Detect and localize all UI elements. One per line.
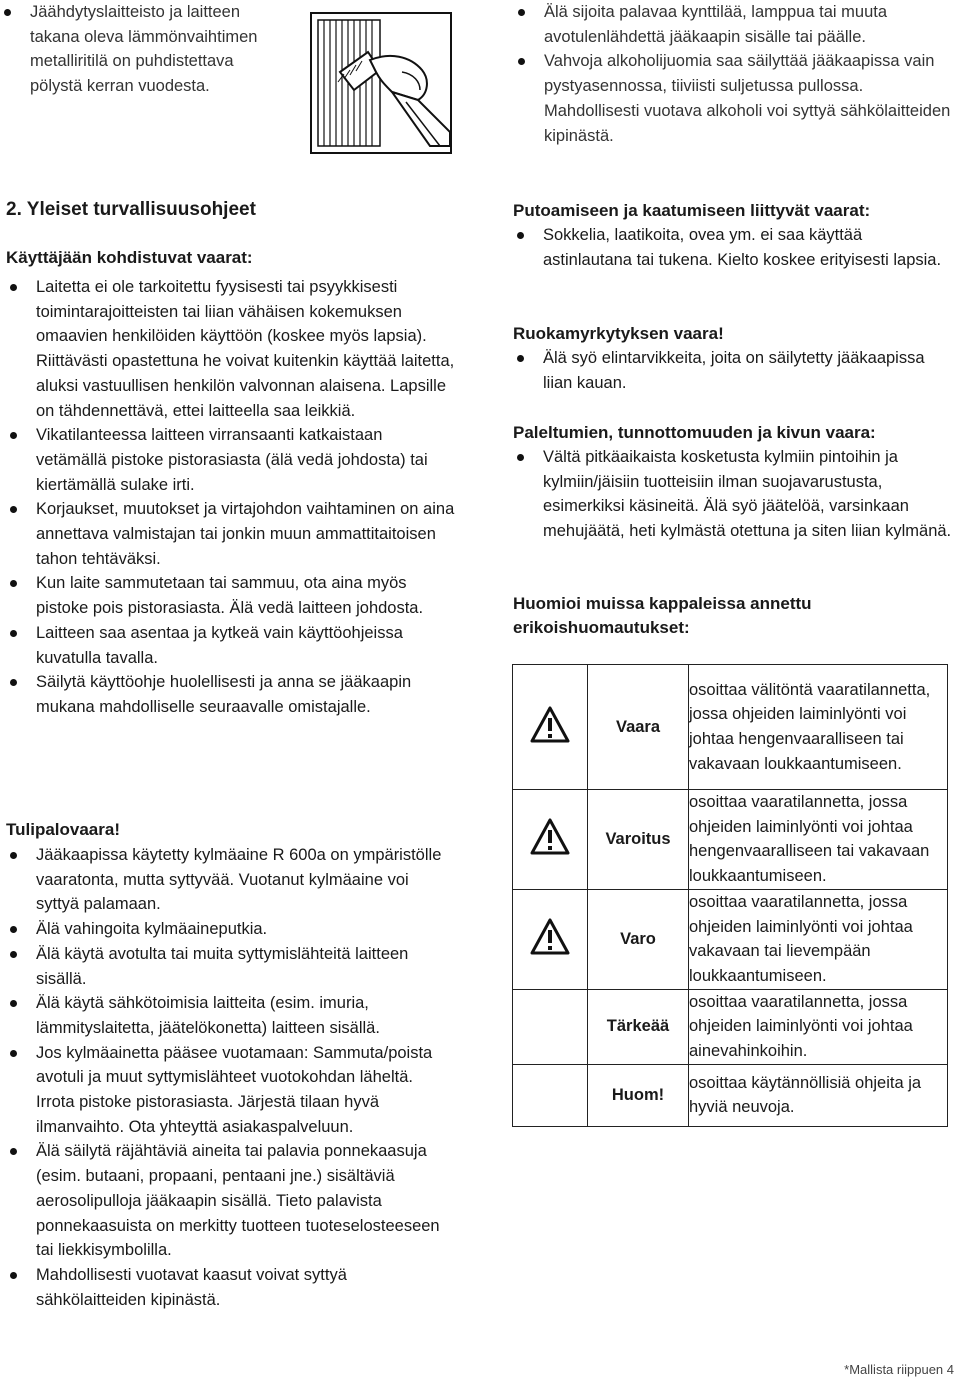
note-label: Vaara xyxy=(588,665,689,790)
bullet-icon xyxy=(10,679,17,686)
footer-note: *Mallista riippuen 4 xyxy=(844,1362,954,1377)
notes-table xyxy=(512,664,948,1127)
bullet-icon xyxy=(10,852,17,859)
list-item: Jos kylmäainetta pääsee vuotamaan: Sammuta/poista avotuli ja muut syttymislähteet vuotokohdan läheltä. Irrota pistoke pistorasiasta. Järjestä tilaan hyvä ilmanvaihto. Ota yhteyttä asiakaspalveluun. xyxy=(6,1041,456,1140)
bullet-icon xyxy=(10,630,17,637)
section-title: 2. Yleiset turvallisuusohjeet xyxy=(6,199,256,220)
note-description: osoittaa käytännöllisiä ohjeita ja hyviä neuvoja. xyxy=(689,1064,948,1126)
food-poisoning-list xyxy=(513,346,953,395)
table-cell xyxy=(513,1064,588,1126)
list-item: Jäähdytyslaitteisto ja laitteen takana oleva lämmönvaihtimen metalliritilä on puhdistettava pölystä kerran vuodesta. xyxy=(0,0,270,99)
bullet-icon xyxy=(10,580,17,587)
bullet-icon xyxy=(517,454,524,461)
bullet-icon xyxy=(10,506,17,513)
bullet-icon xyxy=(518,9,525,16)
table-row xyxy=(513,1064,948,1126)
list-item: Sokkelia, laatikoita, ovea ym. ei saa käyttää astinlautana tai tukena. Kielto koskee erityisesti lapsia. xyxy=(513,223,953,272)
list-item: Säilytä käyttöohje huolellisesti ja anna se jääkaapin mukana mahdolliselle seuraavalle omistajalle. xyxy=(6,670,456,719)
list-item: Mahdollisesti vuotavat kaasut voivat syttyä sähkölaitteiden kipinästä. xyxy=(6,1263,456,1312)
list-item: Älä käytä sähkötoimisia laitteita (esim. imuria, lämmityslaitetta, jäätelökonetta) laitteen sisällä. xyxy=(6,991,456,1040)
table-row xyxy=(513,665,948,790)
food-poisoning-heading: Ruokamyrkytyksen vaara! xyxy=(513,324,724,343)
note-label: Huom! xyxy=(588,1064,689,1126)
bullet-icon xyxy=(10,1272,17,1279)
cleaning-illustration xyxy=(310,12,452,154)
note-label: Varoitus xyxy=(588,790,689,890)
list-item: Vältä pitkäaikaista kosketusta kylmiin pintoihin ja kylmiin/jäisiin tuotteisiin ilman suojavarustusta, esimerkiksi käsineitä. Älä syö jäätelöä, varsinkaan mehujäätä, heti kylmästä otettuna ja siten liian kylmänä. xyxy=(513,445,953,544)
cold-hazard-list xyxy=(513,445,953,544)
bullet-icon xyxy=(10,1148,17,1155)
top-left-list xyxy=(0,0,270,99)
table-cell xyxy=(513,889,588,989)
note-description: osoittaa välitöntä vaaratilannetta, jossa ohjeiden laiminlyönti voi johtaa hengenvaaralliseen tai vakavaan loukkaantumiseen. xyxy=(689,665,948,790)
user-hazards-list xyxy=(6,275,456,720)
table-cell xyxy=(513,790,588,890)
note-label: Varo xyxy=(588,889,689,989)
warning-triangle-icon xyxy=(530,706,570,744)
bullet-icon xyxy=(518,58,525,65)
list-item: Laitetta ei ole tarkoitettu fyysisesti tai psyykkisesti toimintarajoitteisten tai liian vähäisen kokemuksen omaavien henkilöiden käyttöön (koskee myös lapsia). Riittävästi opastettuna he voivat kuitenkin käyttää laitetta, aluksi vastuullisen henkilön valvonnan alaisena. Lapsille on tähdennettävä, ettei laitteella saa leikkiä. xyxy=(6,275,456,423)
table-row xyxy=(513,889,948,989)
bullet-icon xyxy=(10,1000,17,1007)
table-cell xyxy=(513,989,588,1064)
fire-hazard-list xyxy=(6,843,456,1312)
note-label: Tärkeää xyxy=(588,989,689,1064)
note-description: osoittaa vaaratilannetta, jossa ohjeiden laiminlyönti voi johtaa hengenvaaralliseen tai vakavaan loukkaantumiseen. xyxy=(689,790,948,890)
list-item: Älä säilytä räjähtäviä aineita tai palavia ponnekaasuja (esim. butaani, propaani, pentaani jne.) sisältäviä aerosolipulloja jääkaapin sisällä. Tieto palavista ponnekaasuista on merkitty tuotteen tuoteselosteeseen tai liekkisymbolilla. xyxy=(6,1139,456,1263)
top-right-list xyxy=(514,0,954,148)
list-item: Laitteen saa asentaa ja kytkeä vain käyttöohjeissa kuvatulla tavalla. xyxy=(6,621,456,670)
bullet-icon xyxy=(517,232,524,239)
list-item: Älä vahingoita kylmäaineputkia. xyxy=(6,917,456,942)
bullet-icon xyxy=(10,951,17,958)
list-item: Korjaukset, muutokset ja virtajohdon vaihtaminen on aina annettava valmistajan tai jonkin muun ammattitaitoisen tahon tehtäväksi. xyxy=(6,497,456,571)
warning-triangle-icon xyxy=(530,818,570,856)
bullet-icon xyxy=(517,355,524,362)
cold-hazard-heading: Paleltumien, tunnottomuuden ja kivun vaara: xyxy=(513,423,876,442)
special-notes-heading: Huomioi muissa kappaleissa annettu erikoishuomautukset: xyxy=(513,594,812,637)
bullet-icon xyxy=(10,926,17,933)
list-item: Älä syö elintarvikkeita, joita on säilytetty jääkaapissa liian kauan. xyxy=(513,346,953,395)
note-description: osoittaa vaaratilannetta, jossa ohjeiden laiminlyönti voi johtaa ainevahinkoihin. xyxy=(689,989,948,1064)
warning-triangle-icon xyxy=(530,918,570,956)
table-row xyxy=(513,989,948,1064)
bullet-icon xyxy=(10,284,17,291)
fire-hazard-heading: Tulipalovaara! xyxy=(6,820,120,839)
user-hazards-heading: Käyttäjään kohdistuvat vaarat: xyxy=(6,248,253,267)
list-item: Jääkaapissa käytetty kylmäaine R 600a on ympäristölle vaaratonta, mutta syttyvää. Vuotanut kylmäaine voi syttyä palamaan. xyxy=(6,843,456,917)
list-item: Vikatilanteessa laitteen virransaanti katkaistaan vetämällä pistoke pistorasiasta (älä vedä johdosta) tai kiertämällä sulake irti. xyxy=(6,423,456,497)
list-item: Kun laite sammutetaan tai sammuu, ota aina myös pistoke pois pistorasiasta. Älä vedä laitteen johdosta. xyxy=(6,571,456,620)
list-item: Älä käytä avotulta tai muita syttymislähteitä laitteen sisällä. xyxy=(6,942,456,991)
brush-cleaning-icon xyxy=(310,12,452,154)
bullet-icon xyxy=(10,1050,17,1057)
bullet-icon xyxy=(4,9,11,16)
list-item: Älä sijoita palavaa kynttilää, lamppua tai muuta avotulenlähdettä jääkaapin sisälle tai päälle. xyxy=(514,0,954,49)
list-item: Vahvoja alkoholijuomia saa säilyttää jääkaapissa vain pystyasennossa, tiiviisti suljetussa pullossa. Mahdollisesti vuotava alkoholi voi syttyä sähkölaitteiden kipinästä. xyxy=(514,49,954,148)
fall-hazard-heading: Putoamiseen ja kaatumiseen liittyvät vaarat: xyxy=(513,201,871,220)
table-cell xyxy=(513,665,588,790)
bullet-icon xyxy=(10,432,17,439)
fall-hazard-list xyxy=(513,223,953,272)
table-row xyxy=(513,790,948,890)
note-description: osoittaa vaaratilannetta, jossa ohjeiden laiminlyönti voi johtaa vakavaan tai lievempään loukkaantumiseen. xyxy=(689,889,948,989)
